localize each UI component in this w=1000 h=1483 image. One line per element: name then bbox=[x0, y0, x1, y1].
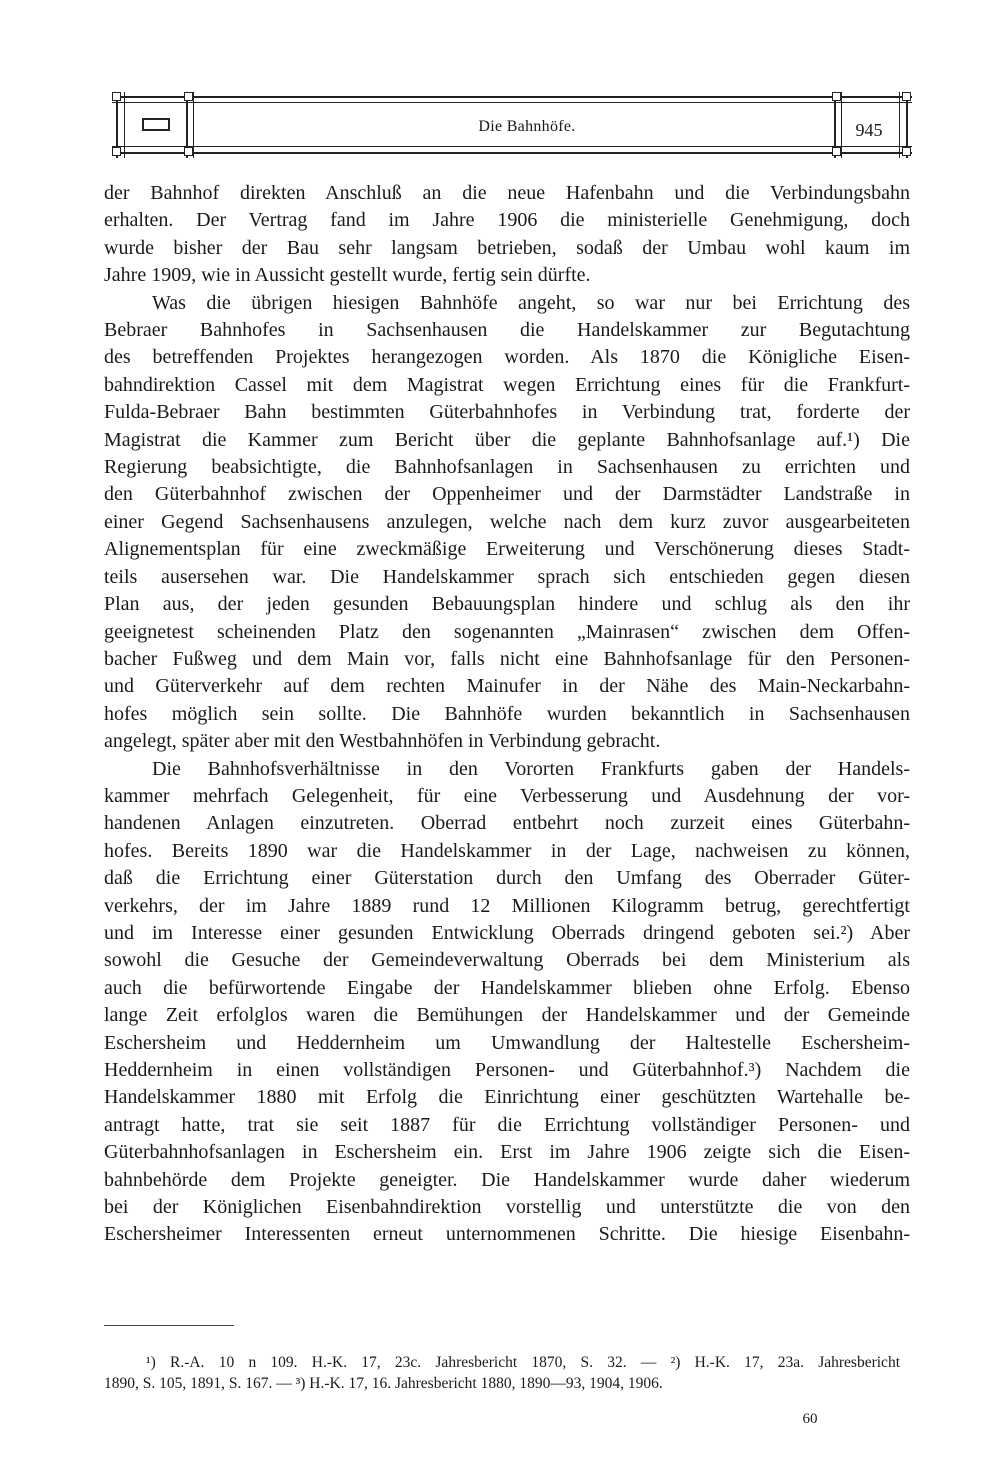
text-line: bahndirektion Cassel mit dem Magistrat wegen Errichtung eines für die Frankfurt- bbox=[104, 373, 910, 396]
text-line: antragt hatte, trat sie seit 1887 für die Errichtung vollständiger Personen- und bbox=[104, 1113, 910, 1136]
text-line: geeignetest scheinenden Platz den sogenannten „Mainrasen“ zwischen dem Offen- bbox=[104, 620, 910, 643]
header-rule-bottom-inner bbox=[112, 146, 912, 147]
running-header bbox=[112, 92, 912, 162]
text-line: Güterbahnhofsanlagen in Eschersheim ein. Erst im Jahre 1906 zeigte sich die Eisen- bbox=[104, 1141, 910, 1164]
text-line: des betreffenden Projektes herangezogen worden. Als 1870 die Königliche Eisen- bbox=[104, 346, 910, 369]
text-line: hofes möglich sein sollte. Die Bahnhöfe wurden bekanntlich in Sachsenhausen bbox=[104, 702, 910, 725]
text-line: daß die Errichtung einer Güterstation durch den Umfang des Oberrader Güter- bbox=[104, 867, 910, 890]
header-rule-bottom-outer bbox=[112, 152, 912, 154]
header-corner-square bbox=[902, 147, 911, 156]
footnote-line: 1890, S. 105, 1891, S. 167. — ³) H.-K. 17, 16. Jahresbericht 1880, 1890—93, 1904, 1906. bbox=[104, 1375, 663, 1392]
header-corner-square bbox=[832, 147, 841, 156]
text-line: erhalten. Der Vertrag fand im Jahre 1906 die ministerielle Genehmigung, doch bbox=[104, 209, 910, 232]
text-line: Die Bahnhofsverhältnisse in den Vororten Frankfurts gaben der Handels- bbox=[152, 757, 910, 780]
text-line: Handelskammer 1880 mit Erfolg die Einrichtung einer geschützten Wartehalle be- bbox=[104, 1086, 910, 1109]
text-line: Jahre 1909, wie in Aussicht gestellt wurde, fertig sein dürfte. bbox=[104, 264, 591, 287]
header-rule-right-inner bbox=[899, 92, 900, 158]
text-line: teils ausersehen war. Die Handelskammer sprach sich entschieden gegen diesen bbox=[104, 565, 910, 588]
header-corner-square bbox=[112, 147, 121, 156]
header-corner-square bbox=[184, 147, 193, 156]
text-line: kammer mehrfach Gelegenheit, für eine Verbesserung und Ausdehnung der vor- bbox=[104, 784, 910, 807]
header-rule-mid-left-b bbox=[193, 92, 194, 158]
header-corner-square bbox=[112, 92, 121, 101]
header-corner-square bbox=[184, 92, 193, 101]
text-line: Eschersheim und Heddernheim um Umwandlung der Haltestelle Eschersheim- bbox=[104, 1031, 910, 1054]
header-corner-square bbox=[832, 92, 841, 101]
header-rule-top-outer bbox=[112, 96, 912, 98]
text-line: Bebraer Bahnhofes in Sachsenhausen die Handelskammer zur Begutachtung bbox=[104, 319, 910, 342]
text-line: Regierung beabsichtigte, die Bahnhofsanlagen in Sachsenhausen zu errichten und bbox=[104, 456, 910, 479]
text-line: lange Zeit erfolglos waren die Bemühungen der Handelskammer und der Gemeinde bbox=[104, 1004, 910, 1027]
text-line: hofes. Bereits 1890 war die Handelskammer in der Lage, nachweisen zu können, bbox=[104, 839, 910, 862]
text-line: Plan aus, der jeden gesunden Bebauungsplan hindere und schlug als den ihr bbox=[104, 593, 910, 616]
text-line: bacher Fußweg und dem Main vor, falls nicht eine Bahnhofsanlage für den Personen- bbox=[104, 647, 910, 670]
text-line: Fulda-Bebraer Bahn bestimmten Güterbahnhofes in Verbindung trat, forderte der bbox=[104, 401, 910, 424]
text-line: der Bahnhof direkten Anschluß an die neue Hafenbahn und die Verbindungsbahn bbox=[104, 182, 910, 204]
text-line: auch die befürwortende Eingabe der Handelskammer blieben ohne Erfolg. Ebenso bbox=[104, 976, 910, 999]
text-line: einer Gegend Sachsenhausens anzulegen, welche nach dem kurz zuvor ausgearbeiteten bbox=[104, 510, 910, 533]
signature-mark: 60 bbox=[802, 1411, 818, 1427]
footnote-divider bbox=[104, 1325, 234, 1326]
body-text bbox=[104, 180, 910, 1249]
header-corner-square bbox=[902, 92, 911, 101]
page-number: 945 bbox=[855, 120, 883, 140]
text-line: den Güterbahnhof zwischen der Oppenheimer und der Darmstädter Landstraße in bbox=[104, 483, 910, 506]
footnote-line: ¹) R.-A. 10 n 109. H.-K. 17, 23c. Jahresbericht 1870, S. 32. — ²) H.-K. 17, 23a. Jahresbericht bbox=[146, 1354, 900, 1371]
text-line: Was die übrigen hiesigen Bahnhöfe angeht, so war nur bei Errichtung des bbox=[152, 291, 910, 314]
text-line: wurde bisher der Bau sehr langsam betrieben, sodaß der Umbau wohl kaum im bbox=[104, 236, 910, 259]
text-line: Alignementsplan für eine zweckmäßige Erweiterung und Verschönerung dieses Stadt- bbox=[104, 538, 910, 561]
text-line: Heddernheim in einen vollständigen Personen- und Güterbahnhof.³) Nachdem die bbox=[104, 1059, 910, 1081]
text-line: und Güterverkehr auf dem rechten Mainufer in der Nähe des Main-Neckarbahn- bbox=[104, 675, 910, 698]
text-line: und im Interesse einer gesunden Entwicklung Oberrads dringend geboten sei.²) Aber bbox=[104, 921, 910, 944]
text-line: bei der Königlichen Eisenbahndirektion vorstellig und unterstützte die von den bbox=[104, 1196, 910, 1219]
text-line: angelegt, später aber mit den Westbahnhöfen in Verbindung gebracht. bbox=[104, 730, 661, 753]
text-line: Eschersheimer Interessenten erneut unternommenen Schritte. Die hiesige Eisenbahn- bbox=[104, 1223, 910, 1246]
footnotes bbox=[104, 1352, 900, 1394]
header-ornament-icon bbox=[142, 118, 170, 131]
text-line: sowohl die Gesuche der Gemeindeverwaltung Oberrads bei dem Ministerium als bbox=[104, 949, 910, 972]
text-line: bahnbehörde dem Projekte geneigter. Die Handelskammer wurde daher wiederum bbox=[104, 1168, 910, 1191]
text-line: verkehrs, der im Jahre 1889 rund 12 Millionen Kilogramm betrug, gerechtfertigt bbox=[104, 894, 910, 917]
running-title: Die Bahnhöfe. bbox=[478, 118, 576, 135]
header-rule-left-inner bbox=[124, 92, 125, 158]
text-line: handenen Anlagen einzutreten. Oberrad entbehrt noch zurzeit eines Güterbahn- bbox=[104, 812, 910, 835]
header-rule-top-inner bbox=[112, 102, 912, 103]
text-line: Magistrat die Kammer zum Bericht über die geplante Bahnhofsanlage auf.¹) Die bbox=[104, 428, 910, 451]
